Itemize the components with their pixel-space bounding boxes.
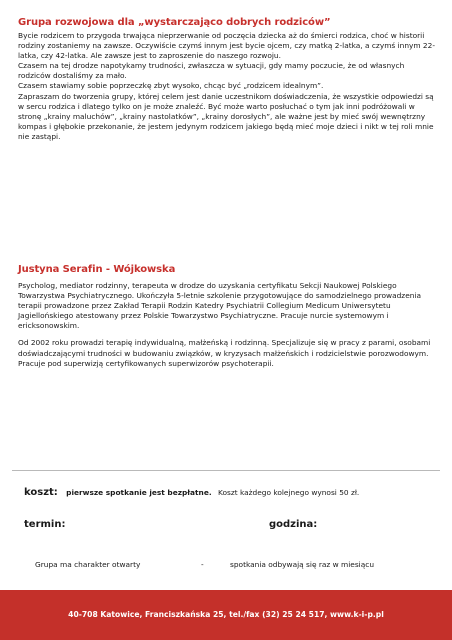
author-bio: Od 2002 roku prowadzi terapię indywidualną, małżeńską i rodzinną. Specjalizuje się w pracy z parami, osobami doświadczającymi trudności w budowaniu związków, w kryzysach małżeńskich i rodzicielstwie porozwodowym. Pracuje pod superwizją certyfikowanych superwizorów psychoterapii. [18,338,431,368]
author-bio: Psycholog, mediator rodzinny, terapeuta w drodze do uzyskania certyfikatu Sekcji Naukowej Polskiego Towarzystwa Psychiatrycznego. Ukończyła 5-letnie szkolenie przygotowujące do samodzielnego prowadzenia terapii prowadzone przez Zakład Terapii Rodzin Katedry Psychiatrii Collegium Medicum Uniwersytetu Jagiellońskiego atestowany przez Polskie Towarzystwo Psychiatryczne. Pracuje nurcie systemowym i ericksonowskim. [18,281,422,331]
intro-paragraph: Czasem stawiamy sobie poprzeczkę zbyt wysoko, chcąc być „rodzicem idealnym”. [18,81,324,91]
footer-contact: 40-708 Katowice, Franciszkańska 25, tel./fax (32) 25 24 517, www.k-i-p.pl [68,610,384,619]
note-separator: - [201,560,204,569]
intro-section [18,17,436,142]
cost-line [24,487,359,498]
intro-paragraph: Czasem na tej drodze napotykamy trudności, zwłaszcza w sytuacji, gdy mamy poczucie, że od własnych rodziców dostaliśmy za mało. [18,61,405,81]
divider [12,470,440,471]
group-note: Grupa ma charakter otwarty [35,560,141,569]
cost-next: Koszt każdego kolejnego wynosi 50 zł. [218,488,360,497]
author-name: Justyna Serafin - Wójkowska [18,264,176,275]
termin-label: termin: [24,519,66,530]
godzina-label: godzina: [269,519,318,530]
footer-bar [0,590,452,640]
intro-paragraph: Zapraszam do tworzenia grupy, której celem jest danie uczestnikom doświadczenia, że wszystkie odpowiedzi są w sercu rodzica i dlatego tylko on je może znaleźć. Być może warto posłuchać o tym jak inni podróżowali w stronę „krainy maluchów”, „krainy nastolatków”, „krainy dorosłych”, ale ważne jest by mieć swój wewnętrzny kompas i głębokie przekonanie, że jestem jedynym rodzicem jakiego będą mieć moje dzieci i nikt w tej roli mnie nie zastąpi. [18,91,434,141]
intro-paragraph: Bycie rodzicem to przygoda trwająca nieprzerwanie od poczęcia dziecka aż do śmierci rodzica, choć w historii rodziny zostaniemy na zawsze. Oczywiście czymś innym jest bycie ojcem, czy matką 2-latka, a czymś innym 22-latka, czy 42-latka. Ale zawsze jest to zaproszenie do naszego rozwoju. [18,31,436,61]
cost-label: koszt: [24,487,58,498]
intro-title: Grupa rozwojowa dla „wystarczająco dobrych rodziców” [18,17,331,28]
cost-first: pierwsze spotkanie jest bezpłatne. [66,488,212,497]
meeting-frequency-note: spotkania odbywają się raz w miesiącu [230,560,375,569]
author-section [18,264,436,369]
